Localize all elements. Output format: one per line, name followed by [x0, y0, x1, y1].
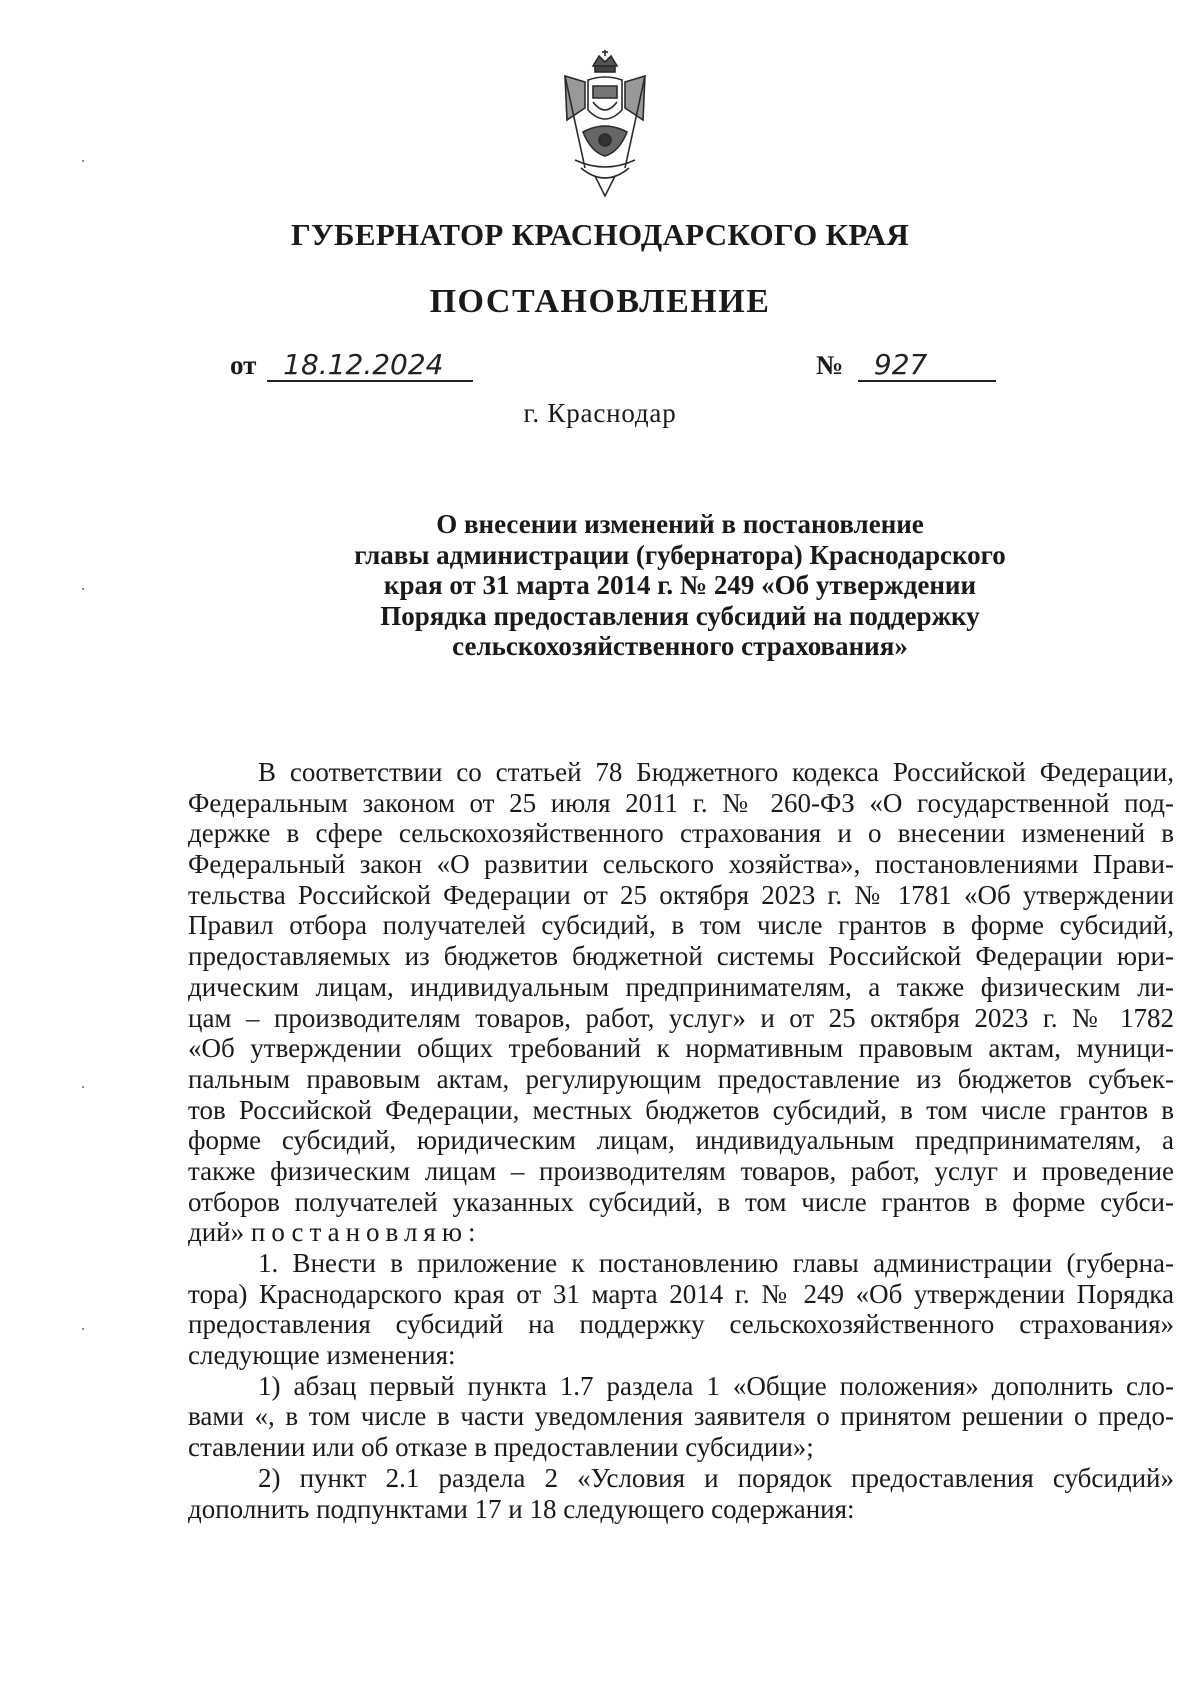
title-line: главы администрации (губернатора) Краснодарского	[354, 539, 1006, 570]
body-line: Федеральным законом от 25 июля 2011 г. № 260-ФЗ «О государственной под-	[188, 787, 1174, 818]
body-line: следующие изменения:	[188, 1340, 456, 1371]
document-title	[330, 509, 1030, 662]
body-line: форме субсидий, юридическим лицам, индивидуальным предпринимателям, а	[188, 1125, 1174, 1156]
body-line: тора) Краснодарского края от 31 марта 2014 г. № 249 «Об утверждении Порядка	[188, 1278, 1174, 1309]
body-line: отборов получателей указанных субсидий, в том числе грантов в форме субси-	[188, 1186, 1174, 1217]
title-line: сельскохозяйственного страхования»	[452, 631, 908, 661]
body-line: также физическим лицам – производителям товаров, работ, услуг и проведение	[188, 1155, 1174, 1186]
resolve-line	[188, 1217, 1174, 1248]
body-line: 2) пункт 2.1 раздела 2 «Условия и порядок предоставления субсидий»	[258, 1462, 1174, 1493]
body-line: В соответствии со статьей 78 Бюджетного кодекса Российской Федерации,	[258, 757, 1174, 787]
body-line: цам – производителям товаров, работ, услуг» и от 25 октября 2023 г. № 1782	[188, 1002, 1174, 1033]
body-line: Правил отбора получателей субсидий, в том числе грантов в форме субсидий,	[188, 910, 1174, 941]
coat-of-arms-emblem	[555, 48, 655, 200]
organization-name: ГУБЕРНАТОР КРАСНОДАРСКОГО КРАЯ	[290, 217, 910, 252]
body-line: Федеральный закон «О развитии сельского хозяйства», постановлениями Прави-	[188, 849, 1174, 880]
scan-speck	[82, 1328, 84, 1330]
resolve-prefix: дий»	[188, 1217, 245, 1248]
document-date: 18.12.2024	[267, 350, 473, 382]
scan-speck	[82, 160, 84, 162]
document-body	[188, 757, 1174, 1524]
title-line: края от 31 марта 2014 г. № 249 «Об утверждении	[383, 570, 977, 600]
body-line: ставлении или об отказе в предоставлении субсидии»;	[188, 1432, 814, 1463]
body-line: дическим лицам, индивидуальным предпринимателям, а также физическим ли-	[188, 971, 1174, 1002]
title-line: О внесении изменений в постановление	[436, 509, 924, 539]
title-line: Порядка предоставления субсидий на поддержку	[380, 600, 980, 631]
body-line: предоставляемых из бюджетов бюджетной системы Российской Федерации юри-	[188, 941, 1174, 972]
document-number: 927	[858, 350, 996, 382]
body-line: 1) абзац первый пункта 1.7 раздела 1 «Общие положения» дополнить сло-	[258, 1370, 1174, 1401]
document-city: г. Краснодар	[523, 398, 677, 428]
resolve-word: постановляю:	[250, 1217, 482, 1248]
body-line: пальным правовым актам, регулирующим предоставление из бюджетов субъек-	[188, 1063, 1174, 1094]
body-line: вами «, в том числе в части уведомления заявителя о принятом решении о предо-	[188, 1401, 1174, 1432]
date-prefix: от	[230, 350, 257, 380]
document-type: ПОСТАНОВЛЕНИЕ	[429, 283, 771, 320]
body-line: держке в сфере сельскохозяйственного страхования и о внесении изменений в	[188, 818, 1174, 849]
body-line: предоставления субсидий на поддержку сельскохозяйственного страхования»	[188, 1309, 1174, 1340]
body-line: 1. Внести в приложение к постановлению главы администрации (губерна-	[258, 1248, 1174, 1278]
document-date-row	[230, 350, 473, 382]
body-line: тов Российской Федерации, местных бюджетов субсидий, в том числе грантов в	[188, 1094, 1174, 1125]
scan-speck	[82, 1086, 84, 1088]
body-line: «Об утверждении общих требований к нормативным правовым актам, муници-	[188, 1033, 1174, 1064]
scan-speck	[82, 588, 84, 590]
number-prefix: №	[816, 350, 844, 380]
body-line: дополнить подпунктами 17 и 18 следующего содержания:	[188, 1493, 855, 1524]
document-number-row	[816, 350, 996, 382]
body-line: тельства Российской Федерации от 25 октября 2023 г. № 1781 «Об утверждении	[188, 879, 1174, 910]
